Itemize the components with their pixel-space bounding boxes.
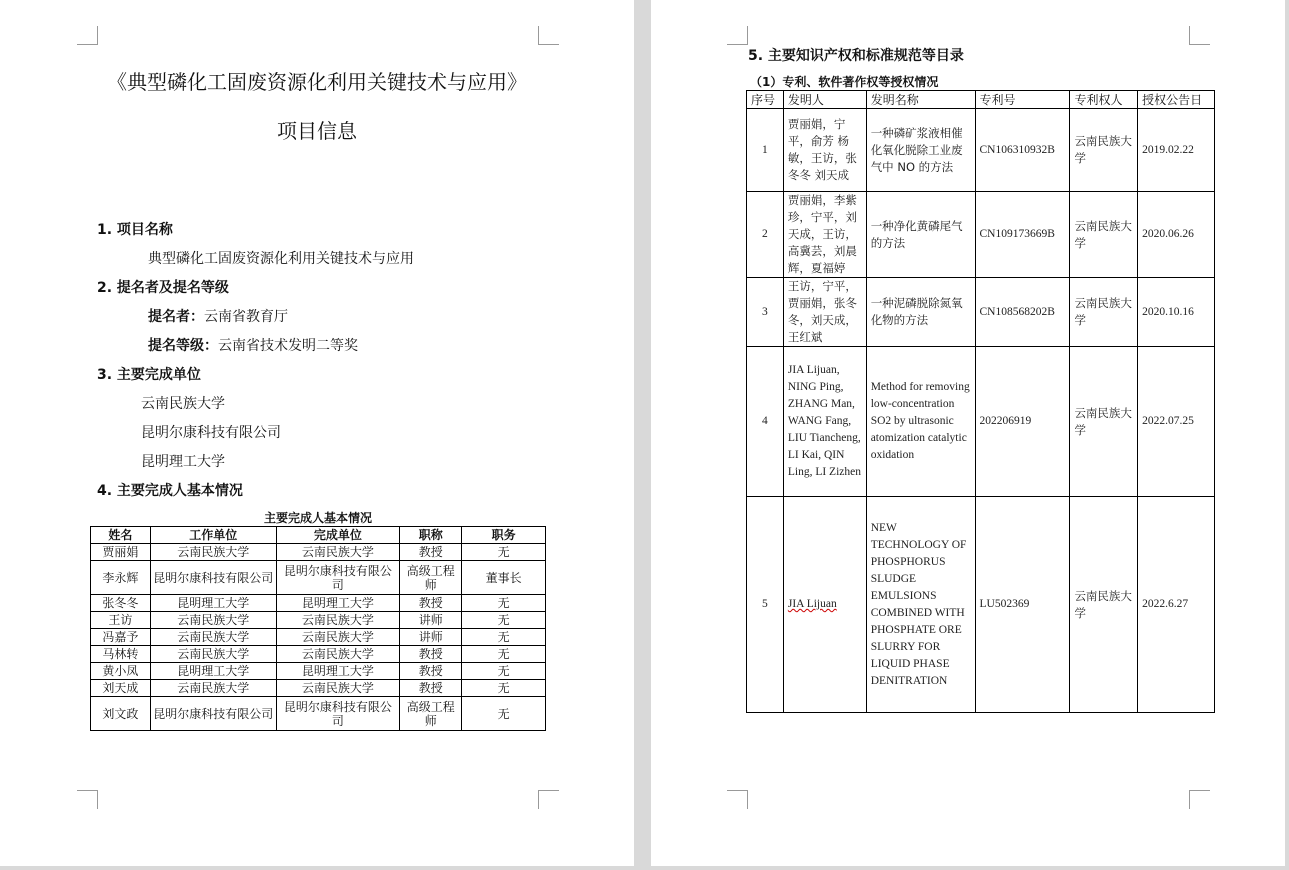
table-cell: 2022.07.25: [1138, 347, 1215, 497]
table-cell: 云南民族大学: [276, 612, 400, 629]
table-cell: 董事长: [462, 561, 546, 595]
table-cell: CN109173669B: [975, 192, 1070, 278]
margin-corner-mark: [77, 26, 98, 45]
section-heading-members: 4. 主要完成人基本情况: [97, 483, 243, 499]
table-cell: 冯嘉予: [91, 629, 151, 646]
section-heading-ip: 5. 主要知识产权和标准规范等目录: [748, 48, 964, 64]
table-row: [91, 629, 546, 646]
table-row: [747, 109, 1215, 192]
table-cell: 王访，宁平，贾丽娟，张冬冬，刘天成，王红斌: [783, 278, 866, 347]
table-cell: 教授: [400, 646, 462, 663]
table-cell: 教授: [400, 680, 462, 697]
margin-corner-mark: [77, 790, 98, 809]
table-cell: 黄小凤: [91, 663, 151, 680]
table-cell: 马林转: [91, 646, 151, 663]
table-cell: 昆明理工大学: [276, 663, 400, 680]
table-cell: 云南民族大学: [276, 646, 400, 663]
table-cell: 无: [462, 697, 546, 731]
table-cell: 昆明尔康科技有限公司: [276, 697, 400, 731]
column-header: 工作单位: [150, 527, 276, 544]
members-table: [90, 526, 546, 731]
table-row: [747, 192, 1215, 278]
column-header: 专利号: [975, 91, 1070, 109]
table-cell: 一种磷矿浆液相催化氧化脱除工业废气中 NO 的方法: [866, 109, 975, 192]
margin-corner-mark: [727, 790, 748, 809]
table-cell: 刘天成: [91, 680, 151, 697]
table-header-row: [91, 527, 546, 544]
table-row: [747, 278, 1215, 347]
table-cell: 高级工程师: [400, 697, 462, 731]
column-header: 完成单位: [276, 527, 400, 544]
column-header: 职务: [462, 527, 546, 544]
table-cell: 昆明理工大学: [150, 595, 276, 612]
table-cell: 教授: [400, 595, 462, 612]
margin-corner-mark: [1189, 790, 1210, 809]
table-cell: 无: [462, 663, 546, 680]
column-header: 授权公告日: [1138, 91, 1215, 109]
margin-corner-mark: [1189, 26, 1210, 45]
column-header: 发明人: [783, 91, 866, 109]
column-header: 职称: [400, 527, 462, 544]
table-cell: 云南民族大学: [1070, 497, 1138, 713]
table-cell: 无: [462, 629, 546, 646]
table-cell: JIA Lijuan: [783, 497, 866, 713]
table-cell: 202206919: [975, 347, 1070, 497]
table-cell: 云南民族大学: [150, 612, 276, 629]
column-header: 专利权人: [1070, 91, 1138, 109]
margin-corner-mark: [538, 26, 559, 45]
table-cell: 2: [747, 192, 784, 278]
table-cell: 云南民族大学: [150, 646, 276, 663]
table-cell: 张冬冬: [91, 595, 151, 612]
table-cell: 讲师: [400, 629, 462, 646]
table-cell: Method for removing low-concentration SO2 by ultrasonic atomization catalytic oxidation: [866, 347, 975, 497]
table-cell: 2022.6.27: [1138, 497, 1215, 713]
section-heading-units: 3. 主要完成单位: [97, 367, 201, 383]
table-cell: 贾丽娟: [91, 544, 151, 561]
completion-unit: 昆明理工大学: [141, 454, 225, 470]
table-cell: 贾丽娟，宁平，俞芳 杨敏，王访，张冬冬 刘天成: [783, 109, 866, 192]
table-row: [91, 697, 546, 731]
table-cell: 一种泥磷脱除氮氧化物的方法: [866, 278, 975, 347]
table-cell: 昆明尔康科技有限公司: [276, 561, 400, 595]
table-row: [91, 612, 546, 629]
table-cell: 1: [747, 109, 784, 192]
column-header: 发明名称: [866, 91, 975, 109]
table-cell: 云南民族大学: [276, 680, 400, 697]
table-cell: 3: [747, 278, 784, 347]
section-heading-nominator: 2. 提名者及提名等级: [97, 280, 229, 296]
table-cell: 云南民族大学: [276, 629, 400, 646]
table-row: [91, 680, 546, 697]
table-row: [91, 544, 546, 561]
table-cell: 无: [462, 544, 546, 561]
nomination-level-line: [148, 335, 358, 355]
table-row: [91, 595, 546, 612]
table-cell: 无: [462, 612, 546, 629]
table-cell: 云南民族大学: [150, 629, 276, 646]
table-cell: CN106310932B: [975, 109, 1070, 192]
table-row: [91, 646, 546, 663]
table-cell: 无: [462, 646, 546, 663]
table-cell: 昆明尔康科技有限公司: [150, 697, 276, 731]
sub-heading-patents: （1）专利、软件著作权等授权情况: [750, 75, 939, 89]
table-cell: 一种净化黄磷尾气的方法: [866, 192, 975, 278]
table-cell: 昆明理工大学: [276, 595, 400, 612]
table-cell: 刘文政: [91, 697, 151, 731]
table-cell: 云南民族大学: [1070, 109, 1138, 192]
table-cell: 王访: [91, 612, 151, 629]
table-cell: 云南民族大学: [150, 544, 276, 561]
column-header: 姓名: [91, 527, 151, 544]
document-page-2: [651, 0, 1285, 866]
table-cell: CN108568202B: [975, 278, 1070, 347]
table-cell: 云南民族大学: [276, 544, 400, 561]
nominator-line: [148, 306, 288, 326]
table-cell: 云南民族大学: [1070, 278, 1138, 347]
project-name-text: 典型磷化工固废资源化利用关键技术与应用: [148, 251, 414, 267]
table-cell: 云南民族大学: [150, 680, 276, 697]
table-cell: 李永辉: [91, 561, 151, 595]
completion-unit: 云南民族大学: [141, 396, 225, 412]
table-cell: LU502369: [975, 497, 1070, 713]
nominator-label: 提名者：: [148, 309, 204, 325]
members-table-caption: 主要完成人基本情况: [263, 511, 372, 525]
nomination-level-value: 云南省技术发明二等奖: [218, 338, 358, 354]
table-cell: 教授: [400, 544, 462, 561]
table-cell: 云南民族大学: [1070, 192, 1138, 278]
table-cell: 云南民族大学: [1070, 347, 1138, 497]
table-cell: 2020.10.16: [1138, 278, 1215, 347]
table-cell: 教授: [400, 663, 462, 680]
document-page-1: [0, 0, 634, 866]
table-cell: 2020.06.26: [1138, 192, 1215, 278]
section-heading-project-name: 1. 项目名称: [97, 222, 173, 238]
table-cell: NEW TECHNOLOGY OF PHOSPHORUS SLUDGE EMULSIONS COMBINED WITH PHOSPHATE ORE SLURRY FOR LIQUID PHASE DENITRATION: [866, 497, 975, 713]
nominator-value: 云南省教育厅: [204, 309, 288, 325]
table-cell: 讲师: [400, 612, 462, 629]
table-cell: 4: [747, 347, 784, 497]
document-title: 《典型磷化工固废资源化利用关键技术与应用》: [107, 70, 527, 94]
table-row: [91, 561, 546, 595]
table-row: [747, 347, 1215, 497]
table-cell: JIA Lijuan, NING Ping, ZHANG Man, WANG Fang, LIU Tiancheng, LI Kai, QIN Ling, LI Zizhen: [783, 347, 866, 497]
table-cell: 昆明理工大学: [150, 663, 276, 680]
table-cell: 无: [462, 595, 546, 612]
table-cell: 昆明尔康科技有限公司: [150, 561, 276, 595]
nomination-level-label: 提名等级：: [148, 338, 218, 354]
table-row: [747, 497, 1215, 713]
column-header: 序号: [747, 91, 784, 109]
table-cell: 5: [747, 497, 784, 713]
patents-table: [746, 90, 1215, 713]
table-cell: 高级工程师: [400, 561, 462, 595]
table-cell: 贾丽娟，李紫珍，宁平，刘天成，王访，高冀芸，刘晨辉，夏福婷: [783, 192, 866, 278]
margin-corner-mark: [538, 790, 559, 809]
document-subtitle: 项目信息: [277, 119, 357, 143]
table-header-row: [747, 91, 1215, 109]
table-cell: 无: [462, 680, 546, 697]
margin-corner-mark: [727, 26, 748, 45]
completion-unit: 昆明尔康科技有限公司: [141, 425, 281, 441]
table-cell: 2019.02.22: [1138, 109, 1215, 192]
table-row: [91, 663, 546, 680]
